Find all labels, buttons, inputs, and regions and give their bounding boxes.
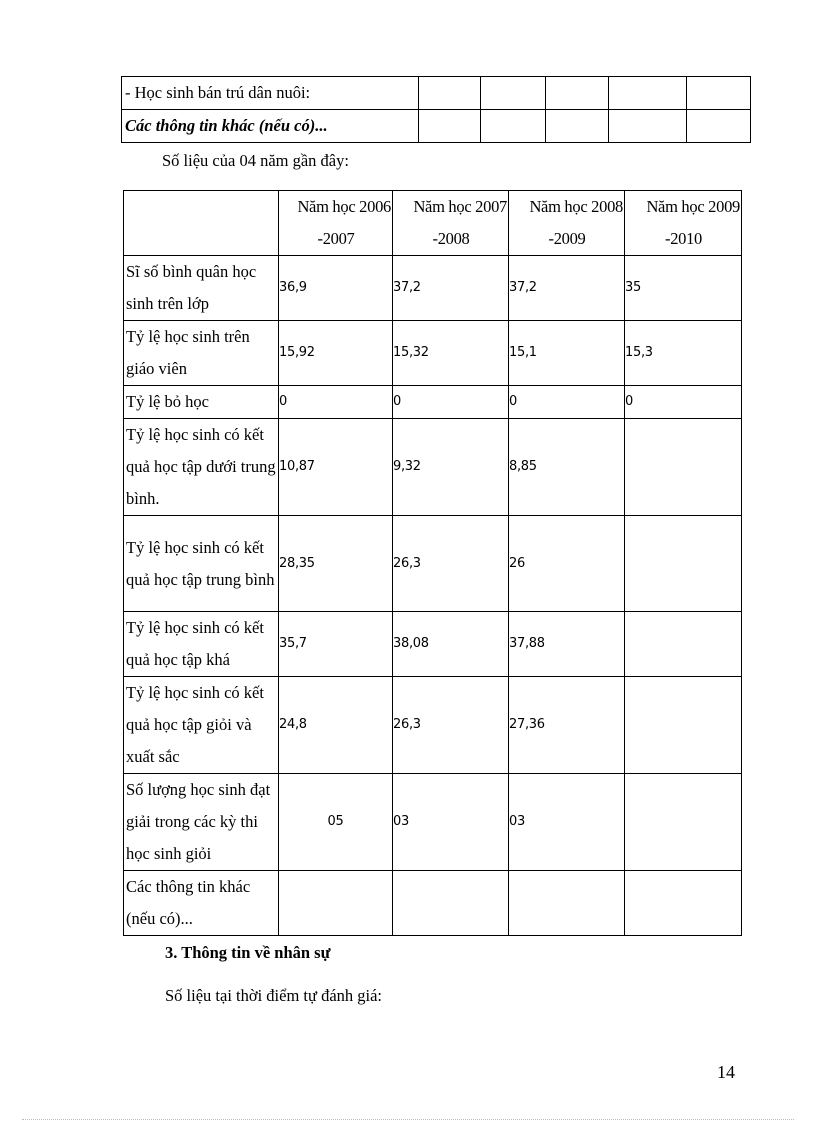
value-cell: 38,08 [393, 612, 509, 677]
value-cell: 15,32 [393, 321, 509, 386]
value-cell: 27,36 [509, 677, 625, 774]
intro-text: Số liệu của 04 năm gần đây: [162, 151, 349, 170]
page-number: 14 [717, 1062, 735, 1082]
section-heading: 3. Thông tin về nhân sự [165, 943, 331, 962]
value-cell: 26 [509, 516, 625, 612]
value-cell: 9,32 [393, 419, 509, 516]
statistics-table [123, 190, 742, 936]
row-label: - Học sinh bán trú dân nuôi: [122, 77, 419, 110]
column-header: Năm học 2006 -2007 [279, 191, 393, 256]
value-cell: 28,35 [279, 516, 393, 612]
value-cell [509, 871, 625, 936]
empty-cell [687, 110, 751, 143]
value-cell: 8,85 [509, 419, 625, 516]
table-row [122, 77, 751, 110]
row-label: Tỷ lệ học sinh có kết quả học tập dưới trung bình. [124, 419, 279, 516]
table-row [124, 256, 742, 321]
value-cell: 15,3 [625, 321, 742, 386]
table-row [124, 871, 742, 936]
table-row [122, 110, 751, 143]
column-header: Năm học 2009 -2010 [625, 191, 742, 256]
table-row [124, 419, 742, 516]
empty-cell [419, 110, 481, 143]
table-row [124, 321, 742, 386]
row-label: Tỷ lệ học sinh có kết quả học tập giỏi và xuất sắc [124, 677, 279, 774]
value-cell [625, 774, 742, 871]
empty-cell [609, 110, 687, 143]
value-cell: 0 [393, 386, 509, 419]
value-cell: 37,2 [509, 256, 625, 321]
empty-cell [419, 77, 481, 110]
value-cell [625, 677, 742, 774]
table-row [124, 774, 742, 871]
value-cell: 37,2 [393, 256, 509, 321]
row-label: Số lượng học sinh đạt giải trong các kỳ thi học sinh giỏi [124, 774, 279, 871]
value-cell: 0 [279, 386, 393, 419]
value-cell [625, 871, 742, 936]
value-cell: 37,88 [509, 612, 625, 677]
value-cell: 03 [509, 774, 625, 871]
value-cell: 26,3 [393, 516, 509, 612]
row-label: Tỷ lệ học sinh có kết quả học tập trung bình [124, 516, 279, 612]
empty-cell [481, 77, 546, 110]
table-row [124, 386, 742, 419]
row-label: Các thông tin khác (nếu có)... [122, 110, 419, 143]
table-row [124, 516, 742, 612]
header-row [124, 191, 742, 256]
value-cell: 03 [393, 774, 509, 871]
page-divider [22, 1119, 794, 1120]
table-row [124, 612, 742, 677]
value-cell: 35 [625, 256, 742, 321]
row-label: Các thông tin khác (nếu có)... [124, 871, 279, 936]
value-cell: 35,7 [279, 612, 393, 677]
corner-cell [124, 191, 279, 256]
column-header: Năm học 2008 -2009 [509, 191, 625, 256]
empty-cell [546, 110, 609, 143]
value-cell: 15,92 [279, 321, 393, 386]
value-cell [625, 612, 742, 677]
value-cell [625, 516, 742, 612]
empty-cell [687, 77, 751, 110]
column-header: Năm học 2007 -2008 [393, 191, 509, 256]
row-label: Sĩ số bình quân học sinh trên lớp [124, 256, 279, 321]
value-cell: 36,9 [279, 256, 393, 321]
continuation-table [121, 76, 751, 143]
value-cell: 24,8 [279, 677, 393, 774]
value-cell: 05 [279, 774, 393, 871]
value-cell [279, 871, 393, 936]
empty-cell [546, 77, 609, 110]
empty-cell [481, 110, 546, 143]
value-cell: 15,1 [509, 321, 625, 386]
value-cell [393, 871, 509, 936]
value-cell: 26,3 [393, 677, 509, 774]
section-text: Số liệu tại thời điểm tự đánh giá: [165, 986, 383, 1005]
row-label: Tỷ lệ học sinh trên giáo viên [124, 321, 279, 386]
table-row [124, 677, 742, 774]
value-cell: 0 [509, 386, 625, 419]
empty-cell [609, 77, 687, 110]
row-label: Tỷ lệ học sinh có kết quả học tập khá [124, 612, 279, 677]
value-cell [625, 419, 742, 516]
row-label: Tỷ lệ bỏ học [124, 386, 279, 419]
value-cell: 10,87 [279, 419, 393, 516]
value-cell: 0 [625, 386, 742, 419]
